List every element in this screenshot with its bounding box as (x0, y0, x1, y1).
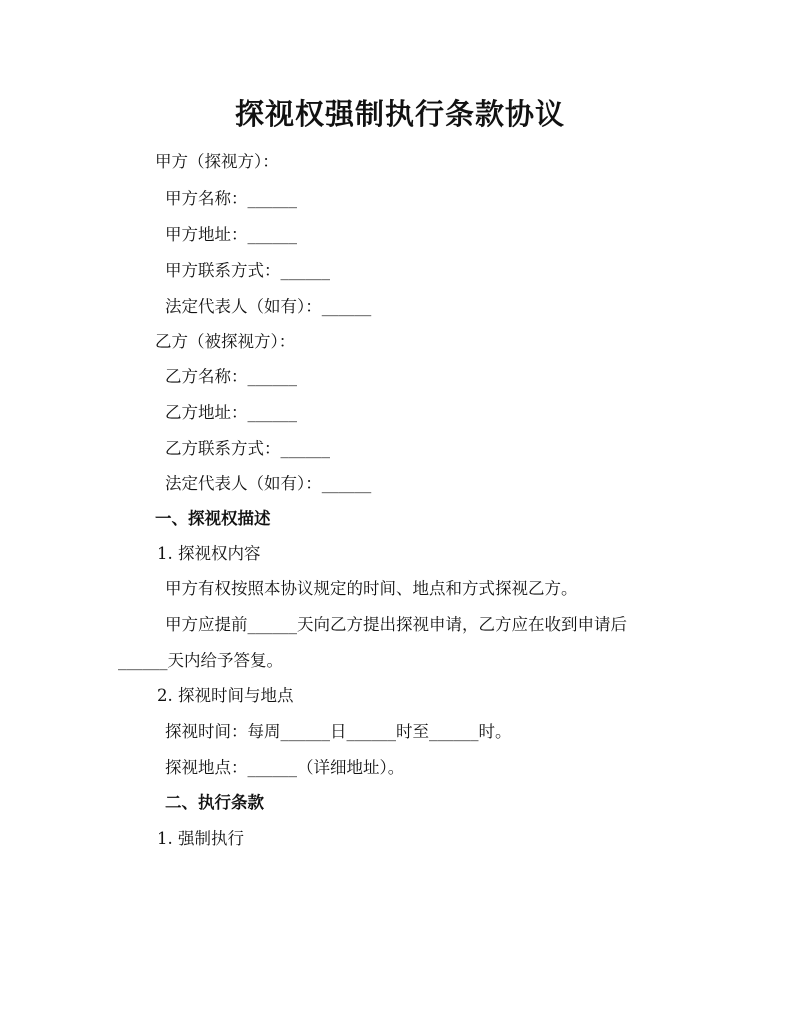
party-a-address: 甲方地址：______ (165, 225, 297, 244)
section2-item1-title: 1. 强制执行 (157, 829, 244, 848)
section1-item2-place: 探视地点：______（详细地址）。 (165, 758, 405, 777)
party-a-contact: 甲方联系方式：______ (165, 261, 330, 280)
section1-item1-para2-line1: 甲方应提前______天向乙方提出探视申请，乙方应在收到申请后 (165, 615, 627, 634)
party-b-header: 乙方（被探视方）： (155, 332, 296, 351)
party-a-header: 甲方（探视方）： (155, 152, 279, 171)
section1-item2-title: 2. 探视时间与地点 (157, 686, 294, 705)
party-a-name: 甲方名称：______ (165, 189, 297, 208)
section1-heading: 一、探视权描述 (155, 509, 271, 528)
party-b-name: 乙方名称：______ (165, 367, 297, 386)
party-b-address: 乙方地址：______ (165, 403, 297, 422)
party-b-representative: 法定代表人（如有）：______ (165, 474, 372, 493)
party-b-contact: 乙方联系方式：______ (165, 439, 330, 458)
section2-heading: 二、执行条款 (165, 793, 264, 812)
section1-item1-title: 1. 探视权内容 (157, 544, 261, 563)
document-title: 探视权强制执行条款协议 (234, 97, 565, 131)
section1-item1-para1: 甲方有权按照本协议规定的时间、地点和方式探视乙方。 (165, 579, 578, 598)
section1-item1-para2-line2: ______天内给予答复。 (118, 651, 283, 670)
section1-item2-time: 探视时间：每周______日______时至______时。 (165, 722, 512, 741)
party-a-representative: 法定代表人（如有）：______ (165, 297, 372, 316)
